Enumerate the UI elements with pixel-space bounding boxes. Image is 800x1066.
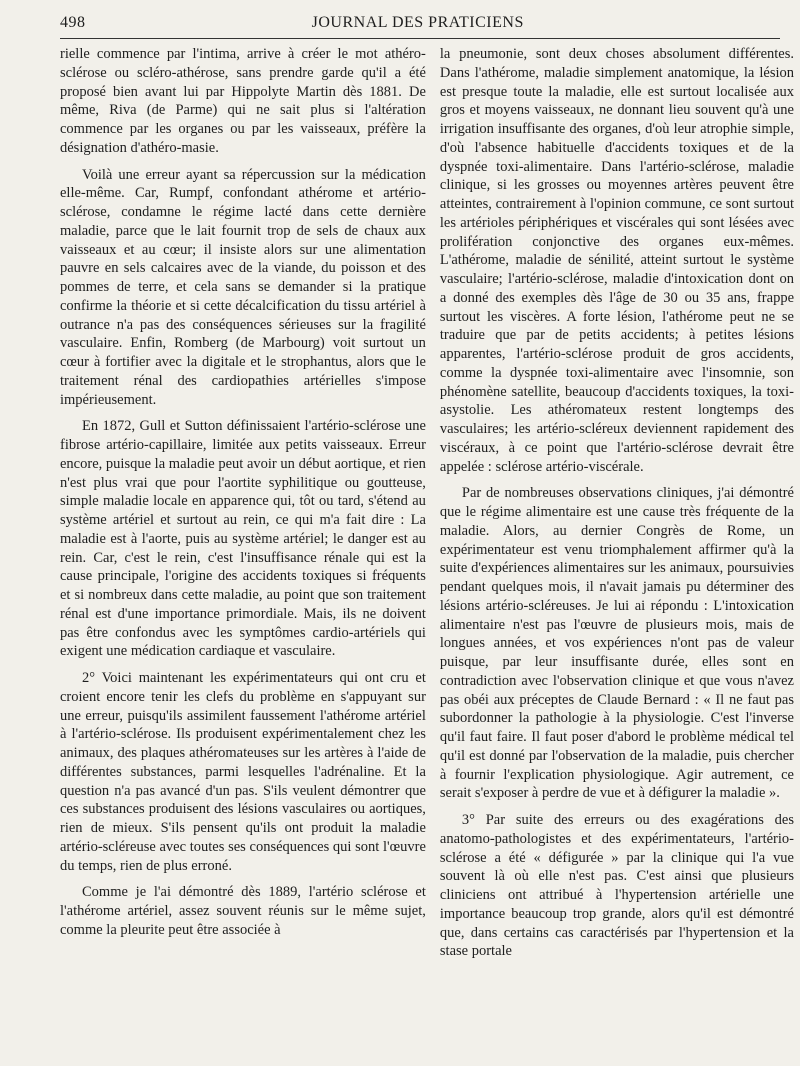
text-columns <box>60 45 794 961</box>
header-rule <box>60 38 780 39</box>
paragraph: Par de nombreuses observations cliniques, j'ai démontré que le régime alimentaire est une cause très fréquente de la maladie. Alors, au dernier Congrès de Rome, un expérimentateur est venu triomphalement affirmer qu'à la suite d'expériences alimentaires sur les animaux, poursuivies pendant quelques mois, il n'avait jamais pu déterminer des lésions artério-scléreuses. Je lui ai répondu : L'intoxication alimentaire n'est pas l'œuvre de plusieurs mois, mais de longues années, et vos expériences n'ont pas de valeur puisque, par leur insuffisante durée, elles sont en contradiction avec l'observation clinique et que vous n'avez pas obéi aux préceptes de Claude Bernard : « Il ne faut pas subordonner la pathologie à la physiologie. C'est l'inverse qu'il faut faire. Il faut poser d'abord le problème médical tel qu'il est donné par l'observation de la maladie, puis chercher à fournir l'explication physiologique. Agir autrement, ce serait s'exposer à perdre de vue et à défigurer la maladie ». <box>439 485 794 802</box>
page-header <box>60 14 780 32</box>
paragraph: rielle commence par l'intima, arrive à créer le mot athéro-sclérose ou scléro-athérose, sans prendre garde qu'il a été proposé bien avant lui par Hippolyte Martin dès 1881. De même, Riva (de Parme) qui ne sait plus si l'altération commence par les organes ou par les vaisseaux, préfère la désignation d'athéro-masie. <box>60 46 426 156</box>
paragraph: la pneumonie, sont deux choses absolument différentes. Dans l'athérome, maladie simplement anatomique, la lésion est presque toute la maladie, elle est surtout localisée aux gros et moyens vaisseaux, ne donnant lieu souvent qu'à une irrigation insuffisante des organes, d'où leur atrophie simple, d'où l'absence habituelle d'accidents toxiques et de la dyspnée toxi-alimentaire. Dans l'artério-sclérose, maladie clinique, si les grosses ou moyennes artères peuvent être atteintes, contrairement à l'opinion commune, ce sont surtout les artérioles périphériques et viscérales qui sont lésées avec prolifération conjonctive des organes eux-mêmes. L'athérome, maladie de sénilité, atteint surtout le système vasculaire; l'artério-sclérose, maladie d'intoxication dont on a donné des exemples dès l'âge de 30 ou 35 ans, frappe surtout les viscères. A forte lésion, l'athérome peut ne se traduire que par de petits accidents; à petites lésions apparentes, l'artério-sclérose produit de gros accidents, comme la dyspnée toxi-alimentaire avec l'insomnie, son phénomène satellite, beaucoup d'accidents toxiques, la toxi-asystolie. Les athéromateux restent longtemps des vasculaires; les artério-scléreux deviennent rapidement des viscéraux, à ce point que l'artério-sclérose devrait être appelée : sclérose artério-viscérale. <box>439 46 794 475</box>
paragraph: En 1872, Gull et Sutton définissaient l'artério-sclérose une fibrose artério-capillaire, limitée aux petits vaisseaux. Erreur encore, puisque la maladie peut avoir un début aortique, et rien n'est plus vrai que pour l'aortite syphilitique ou goutteuse, simple maladie locale en apparence qui, tôt ou tard, s'étend au système artériel et surtout au rein, ce qui m'a fait dire : La maladie est à l'aorte, puis au système artériel; le danger est au rein. Car, c'est le rein, c'est l'insuffisance rénale qui est la cause principale, l'origine des accidents toxiques si fréquents et si nombreux dans cette maladie, au point que son traitement rénal est d'une importance primordiale. Mais, ils ne doivent pas être confondus avec les symptômes cardio-artériels qui exigent une médication cardiaque et vasculaire. <box>60 418 426 660</box>
left-column <box>60 45 426 961</box>
paragraph: 3° Par suite des erreurs ou des exagérations des anatomo-pathologistes et des expérimentateurs, l'artério-sclérose a été « défigurée » par la clinique qui l'a vue souvent là où elle n'est pas. C'est ainsi que plusieurs cliniciens ont attribué à l'hypertension artérielle une importance beaucoup trop grande, alors qu'il est démontré que, dans certains cas caractérisés par l'hypertension et la stase portale <box>439 812 794 960</box>
journal-title: JOURNAL DES PRATICIENS <box>311 14 524 31</box>
paragraph: Voilà une erreur ayant sa répercussion sur la médication elle-même. Car, Rumpf, confondant athérome et artério-sclérose, condamne le régime lacté dans cette dernière maladie, parce que le lait fournit trop de sels de chaux aux vaisseaux et au cœur; il insiste alors sur une alimentation pauvre en sels calcaires avec de la viande, du poisson et des pommes de terre, et cela sans se demander si la pratique confirme la théorie et si cette décalcification du tissu artériel à outrance n'a pas des conséquences sérieuses sur la fragilité vasculaire. Enfin, Romberg (de Marbourg) voit surtout un cœur à fortifier avec la digitale et le strophantus, alors que le traitement rénal des cardiopathies artérielles s'impose impérieusement. <box>60 166 426 408</box>
paragraph: Comme je l'ai démontré dès 1889, l'artério sclérose et l'athérome artériel, assez souvent réunis sur le même sujet, comme la pleurite peut être associée à <box>60 884 426 938</box>
paragraph: 2° Voici maintenant les expérimentateurs qui ont cru et croient encore tenir les clefs du problème en s'appuyant sur une erreur, puisqu'ils assimilent faussement l'athérome artériel à l'artério-sclérose. Ils produisent expérimentalement chez les animaux, des plaques athéromateuses sur les artères à l'aide de différentes substances, parmi lesquelles l'adrénaline. Et la question n'a pas avancé d'un pas. S'ils veulent démontrer que ces substances produisent des lésions vasculaires ou aortiques, rien de mieux. S'ils pensent qu'ils ont produit la maladie artério-scléreuse avec toutes ses conséquences qui sont l'œuvre du temps, rien de plus erroné. <box>60 670 426 874</box>
page-number: 498 <box>60 14 86 31</box>
right-column <box>440 45 794 961</box>
